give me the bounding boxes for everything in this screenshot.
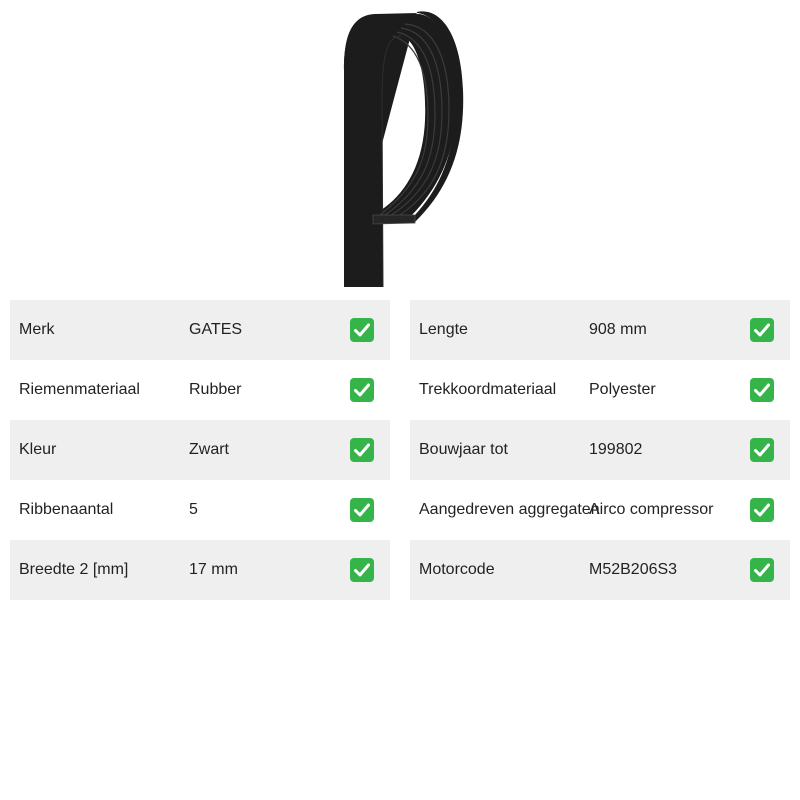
spec-value: Polyester (589, 381, 656, 398)
belt-image (335, 10, 465, 288)
check-mark-icon (349, 317, 375, 343)
check-mark-icon (349, 497, 375, 523)
spec-label: Breedte 2 [mm] (19, 561, 129, 578)
check-mark-icon (749, 497, 775, 523)
spec-row (10, 480, 390, 540)
check-mark-icon (749, 557, 775, 583)
spec-table-right (410, 300, 790, 600)
spec-row (10, 300, 390, 360)
spec-label: Ribbenaantal (19, 501, 114, 518)
spec-label: Motorcode (419, 561, 495, 578)
check-mark-icon (749, 317, 775, 343)
check-mark-icon (749, 437, 775, 463)
check-mark-icon (349, 557, 375, 583)
spec-table-left (10, 300, 390, 600)
spec-value: Zwart (189, 441, 229, 458)
spec-row (10, 420, 390, 480)
spec-value: Airco compressor (589, 501, 714, 518)
spec-row (410, 420, 790, 480)
spec-row (10, 360, 390, 420)
spec-row (410, 360, 790, 420)
spec-row (410, 300, 790, 360)
spec-label: Kleur (19, 441, 57, 458)
spec-row (10, 540, 390, 600)
spec-value: 908 mm (589, 321, 647, 338)
spec-label: Aangedreven aggregaten (419, 501, 600, 518)
spec-label: Lengte (419, 321, 468, 338)
spec-label: Trekkoordmateriaal (419, 381, 557, 398)
spec-row (410, 540, 790, 600)
spec-value: 5 (189, 501, 198, 518)
spec-label: Bouwjaar tot (419, 441, 508, 458)
check-mark-icon (349, 437, 375, 463)
spec-value: GATES (189, 321, 243, 338)
spec-value: 17 mm (189, 561, 238, 578)
check-mark-icon (349, 377, 375, 403)
check-mark-icon (749, 377, 775, 403)
spec-row (410, 480, 790, 540)
spec-value: 199802 (589, 441, 643, 458)
spec-value: Rubber (189, 381, 242, 398)
spec-label: Merk (19, 321, 55, 338)
spec-value: M52B206S3 (589, 561, 678, 578)
spec-label: Riemenmateriaal (19, 381, 140, 398)
